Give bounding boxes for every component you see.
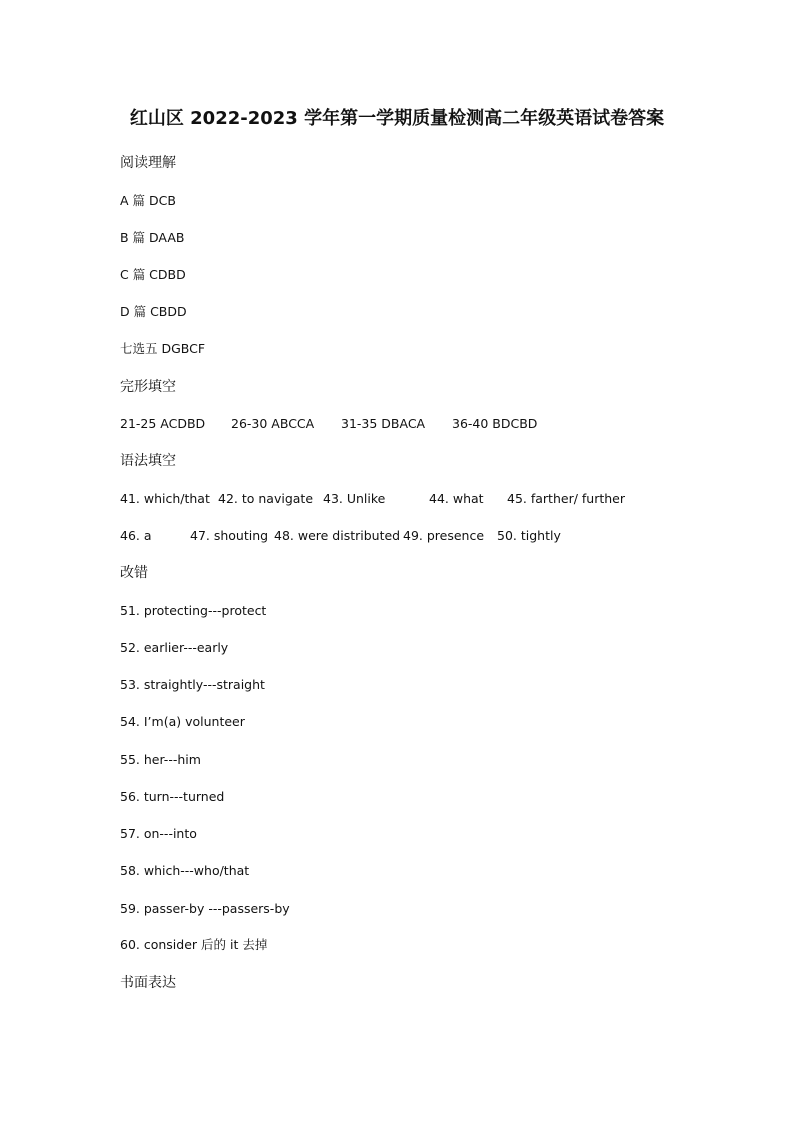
correction-item: 58. which---who/that — [120, 863, 250, 878]
seven-choose-five-answer: 七选五 DGBCF — [120, 341, 206, 356]
grammar-answer: 46. a — [120, 528, 152, 543]
writing-heading: 书面表达 — [120, 975, 176, 991]
correction-item: 54. I’m(a) volunteer — [120, 714, 245, 729]
correction-item: 55. her---him — [120, 752, 201, 767]
correction-item: 51. protecting---protect — [120, 603, 267, 618]
reading-heading: 阅读理解 — [120, 155, 176, 171]
reading-answer-d: D 篇 CBDD — [120, 304, 187, 319]
grammar-answer: 44. what — [429, 491, 484, 506]
correction-item: 57. on---into — [120, 826, 197, 841]
cloze-answers-row — [120, 416, 680, 432]
correction-item: 60. consider 后的 it 去掉 — [120, 937, 268, 952]
grammar-answer: 42. to navigate — [218, 491, 314, 506]
cloze-answer: 36-40 BDCBD — [452, 416, 538, 431]
correction-item: 52. earlier---early — [120, 640, 229, 655]
reading-answer-c: C 篇 CDBD — [120, 267, 186, 282]
cloze-heading: 完形填空 — [120, 379, 176, 395]
correction-item: 56. turn---turned — [120, 789, 225, 804]
grammar-answer: 47. shouting — [190, 528, 269, 543]
grammar-answer: 45. farther/ further — [507, 491, 626, 506]
correction-item: 53. straightly---straight — [120, 677, 265, 692]
correction-heading: 改错 — [120, 565, 148, 581]
grammar-answer: 43. Unlike — [323, 491, 386, 506]
reading-answer-b: B 篇 DAAB — [120, 230, 185, 245]
reading-answer-a: A 篇 DCB — [120, 193, 176, 208]
cloze-answer: 21-25 ACDBD — [120, 416, 206, 431]
grammar-answers-row-2 — [120, 528, 680, 544]
grammar-answer: 50. tightly — [497, 528, 561, 543]
grammar-heading: 语法填空 — [120, 453, 176, 469]
grammar-answer: 49. presence — [403, 528, 485, 543]
grammar-answers-row-1 — [120, 491, 680, 507]
cloze-answer: 26-30 ABCCA — [231, 416, 315, 431]
grammar-answer: 48. were distributed — [274, 528, 401, 543]
cloze-answer: 31-35 DBACA — [341, 416, 426, 431]
correction-item: 59. passer-by ---passers-by — [120, 901, 290, 916]
page-title: 红山区 2022-2023 学年第一学期质量检测高二年级英语试卷答案 — [129, 108, 665, 129]
grammar-answer: 41. which/that — [120, 491, 210, 506]
